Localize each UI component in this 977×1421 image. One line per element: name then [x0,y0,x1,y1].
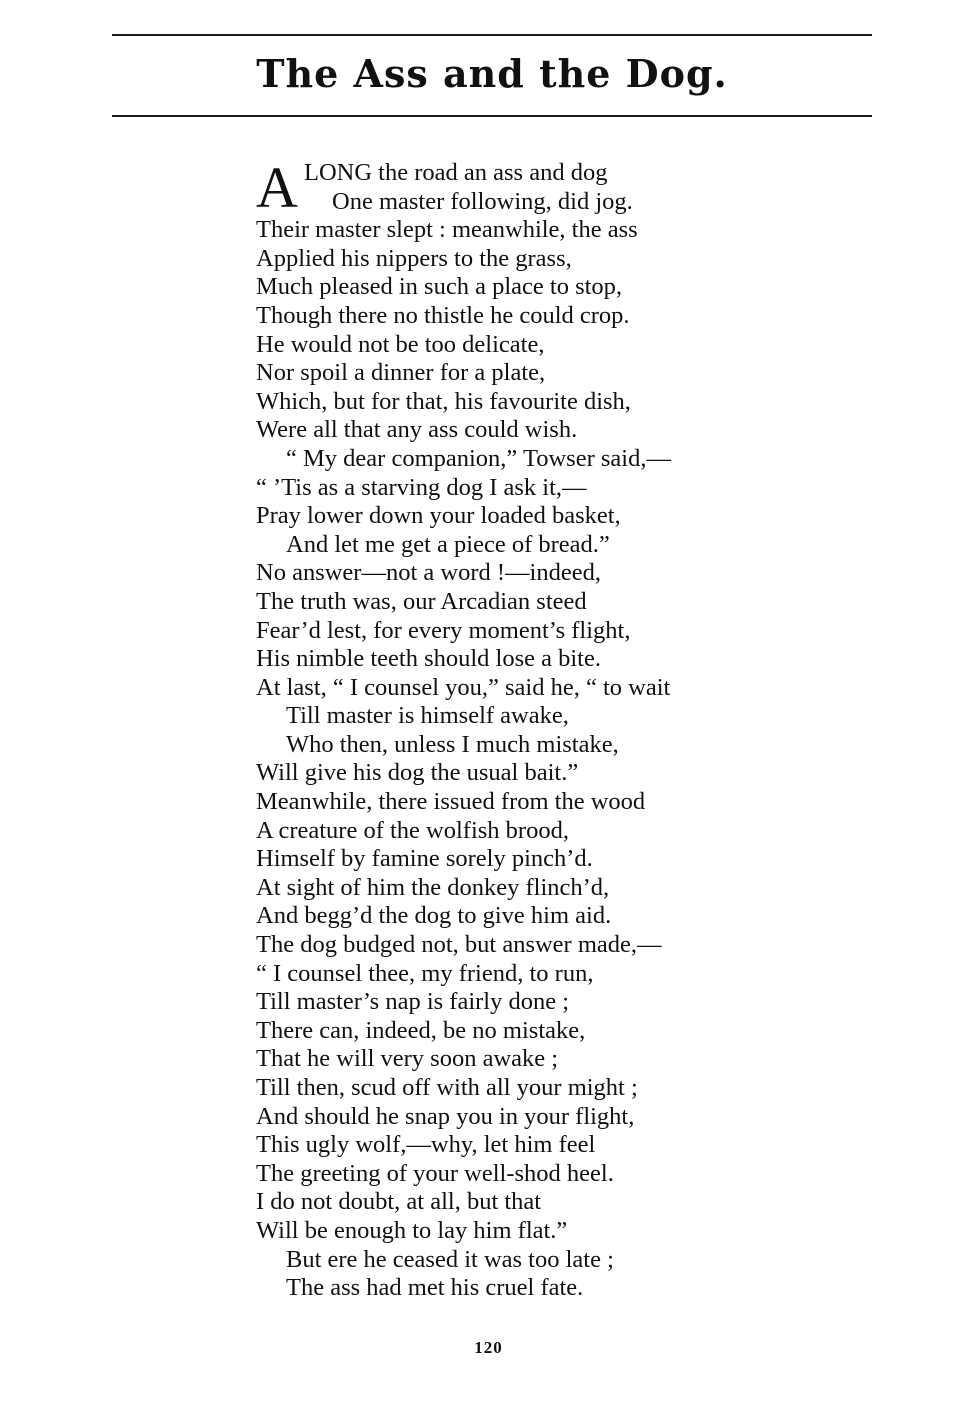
poem-lines [256,216,856,1303]
poem-line: Pray lower down your loaded basket, [256,502,621,530]
title-rule-top [112,34,872,36]
poem-line: “ ’Tis as a starving dog I ask it,— [256,473,587,501]
poem-line: Will give his dog the usual bait.” [256,759,579,787]
poem-line: Till then, scud off with all your might ; [256,1074,638,1101]
poem-line: But ere he ceased it was too late ; [286,1245,614,1273]
poem-line: And should he snap you in your flight, [256,1102,635,1130]
poem-line: At sight of him the donkey flinch’d, [256,873,610,901]
drop-cap: A [256,155,298,220]
poem-line: The truth was, our Arcadian steed [256,587,587,615]
poem-line: Were all that any ass could wish. [256,416,578,444]
poem-line-second [256,188,856,217]
poem-line: The greeting of your well-shod heel. [256,1159,614,1187]
title-rule-bottom [112,115,872,117]
poem-line: Applied his nippers to the grass, [256,244,572,272]
poem-line: And begg’d the dog to give him aid. [256,902,612,930]
poem-line: Meanwhile, there issued from the wood [256,788,646,816]
poem-line: That he will very soon awake ; [256,1045,559,1073]
poem-line-text: LONG the road an ass and dog [304,159,608,186]
poem-line: And let me get a piece of bread.” [286,530,610,558]
page-title: The Ass and the Dog. [256,51,728,96]
poem-line: Fear’d lest, for every moment’s flight, [256,616,631,644]
poem-line: Though there no thistle he could crop. [256,301,630,329]
poem-line: Much pleased in such a place to stop, [256,273,623,301]
poem-line: No answer—not a word !—indeed, [256,559,601,587]
poem-line: Which, but for that, his favourite dish, [256,387,631,415]
poem-line: Will be enough to lay him flat.” [256,1216,568,1244]
poem-line: Till master is himself awake, [286,702,569,730]
poem-line: “ I counsel thee, my friend, to run, [256,959,594,987]
poem-line: Till master’s nap is fairly done ; [256,988,570,1016]
poem-line: Who then, unless I much mistake, [286,730,619,758]
poem-line: I do not doubt, at all, but that [256,1188,542,1216]
poem-body [256,155,856,1303]
poem-line: There can, indeed, be no mistake, [256,1016,586,1044]
poem-line: The ass had met his cruel fate. [286,1274,584,1302]
poem-line: The dog budged not, but answer made,— [256,931,662,959]
poem-line: A creature of the wolfish brood, [256,816,569,844]
poem-line: He would not be too delicate, [256,330,545,358]
poem-line: This ugly wolf,—why, let him feel [256,1131,596,1159]
poem-line: His nimble teeth should lose a bite. [256,645,601,673]
poem-line: Their master slept : meanwhile, the ass [256,216,638,244]
poem-line-text: One master following, did jog. [332,187,633,215]
poem-line: At last, “ I counsel you,” said he, “ to wait [256,673,671,701]
poem-line: “ My dear companion,” Towser said,— [286,444,671,472]
poem-line: Nor spoil a dinner for a plate, [256,359,546,387]
poem-line: Himself by famine sorely pinch’d. [256,845,593,873]
page-number: 120 [474,1338,503,1357]
